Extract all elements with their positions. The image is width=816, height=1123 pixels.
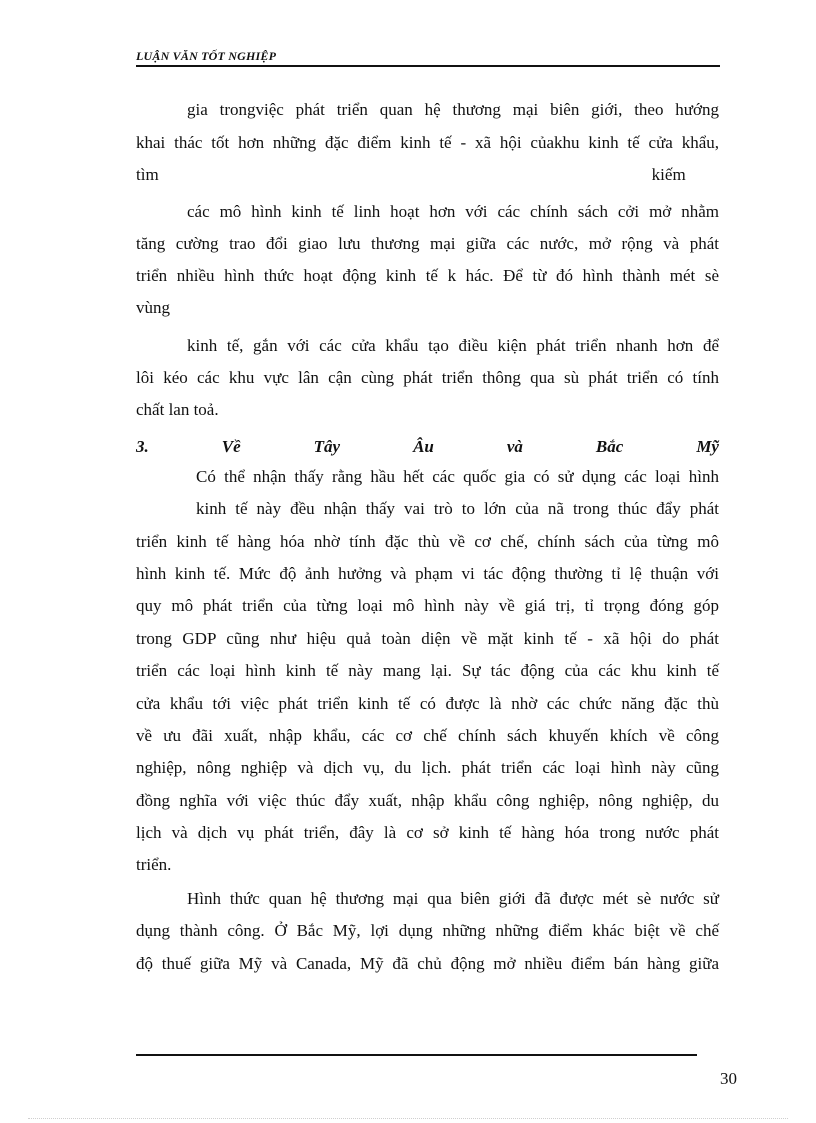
text-line: Hình thức quan hệ thương mại qua biên giới đã được mét sè nước sử	[187, 889, 719, 908]
text-line: dụng thành công. Ở Bắc Mỹ, lợi dụng những những điểm khác biệt về chế	[136, 921, 719, 940]
page-number: 30	[720, 1069, 737, 1088]
running-header: LUẬN VĂN TỐT NGHIỆP	[136, 49, 277, 63]
text-line: kinh tế, gắn với các cửa khẩu tạo điều kiện phát triển nhanh hơn để	[187, 336, 719, 355]
heading-word: Về	[221, 437, 241, 456]
heading-word: và	[506, 437, 523, 456]
text-line: Có thể nhận thấy rằng hầu hết các quốc gia có sử dụng các loại hình	[196, 467, 719, 486]
text-line: triển kinh tế hàng hóa nhờ tính đặc thù về cơ chế, chính sách của từng mô	[136, 532, 719, 551]
header-rule	[136, 65, 720, 67]
heading-word: Tây	[313, 437, 341, 456]
heading-word: Bắc	[595, 437, 624, 456]
text-line: tìm kiếm	[136, 165, 686, 184]
footer-rule	[136, 1054, 697, 1056]
text-line: lôi kéo các khu vực lân cận cùng phát triển thông qua sù phát triển có tính	[136, 368, 719, 387]
text-line: trong GDP cũng như hiệu quả toàn diện về mặt kinh tế - xã hội do phát	[136, 629, 719, 648]
text-line: nghiệp, nông nghiệp và dịch vụ, du lịch. phát triển các loại hình này cũng	[136, 758, 719, 777]
text-line: lịch và dịch vụ phát triển, đây là cơ sở kinh tế hàng hóa trong nước phát	[136, 823, 719, 842]
text-line: cửa khẩu tới việc phát triển kinh tế có được là nhờ các chức năng đặc thù	[136, 694, 719, 713]
text-line: hình kinh tế. Mức độ ảnh hưởng và phạm vi tác động thường tỉ lệ thuận với	[136, 564, 719, 583]
text-line: kinh tế này đều nhận thấy vai trò to lớn của nã trong thúc đẩy phát	[196, 499, 719, 518]
text-line: chất lan toả.	[136, 400, 219, 419]
text-line: triển.	[136, 855, 172, 874]
text-line: gia trongviệc phát triển quan hệ thương mại biên giới, theo hướng	[187, 100, 719, 119]
heading-number: 3.	[136, 437, 149, 456]
text-line: triển nhiều hình thức hoạt động kinh tế k hác. Để từ đó hình thành mét sè	[136, 266, 719, 285]
page-edge-dots	[28, 1118, 788, 1119]
text-line: độ thuế giữa Mỹ và Canada, Mỹ đã chủ động mở nhiều điểm bán hàng giữa	[136, 954, 719, 973]
text-line: khai thác tốt hơn những đặc điểm kinh tế - xã hội củakhu kinh tế cửa khẩu,	[136, 133, 719, 152]
text-line: về ưu đãi xuất, nhập khẩu, các cơ chế chính sách khuyến khích về công	[136, 726, 719, 745]
text-line: tăng cường trao đổi giao lưu thương mại giữa các nước, mở rộng và phát	[136, 234, 719, 253]
text-line: đồng nghĩa với việc thúc đẩy xuất, nhập khẩu công nghiệp, nông nghiệp, du	[136, 791, 719, 810]
text-line: triển các loại hình kinh tế này mang lại. Sự tác động của các khu kinh tế	[136, 661, 719, 680]
heading-word: Âu	[413, 437, 434, 456]
text-line: quy mô phát triển của từng loại mô hình này về giá trị, tỉ trọng đóng góp	[136, 596, 719, 615]
text-line: vùng	[136, 298, 170, 317]
heading-word: Mỹ	[696, 437, 719, 456]
text-line: các mô hình kinh tế linh hoạt hơn với các chính sách cởi mở nhằm	[187, 202, 719, 221]
section-heading	[136, 431, 719, 463]
